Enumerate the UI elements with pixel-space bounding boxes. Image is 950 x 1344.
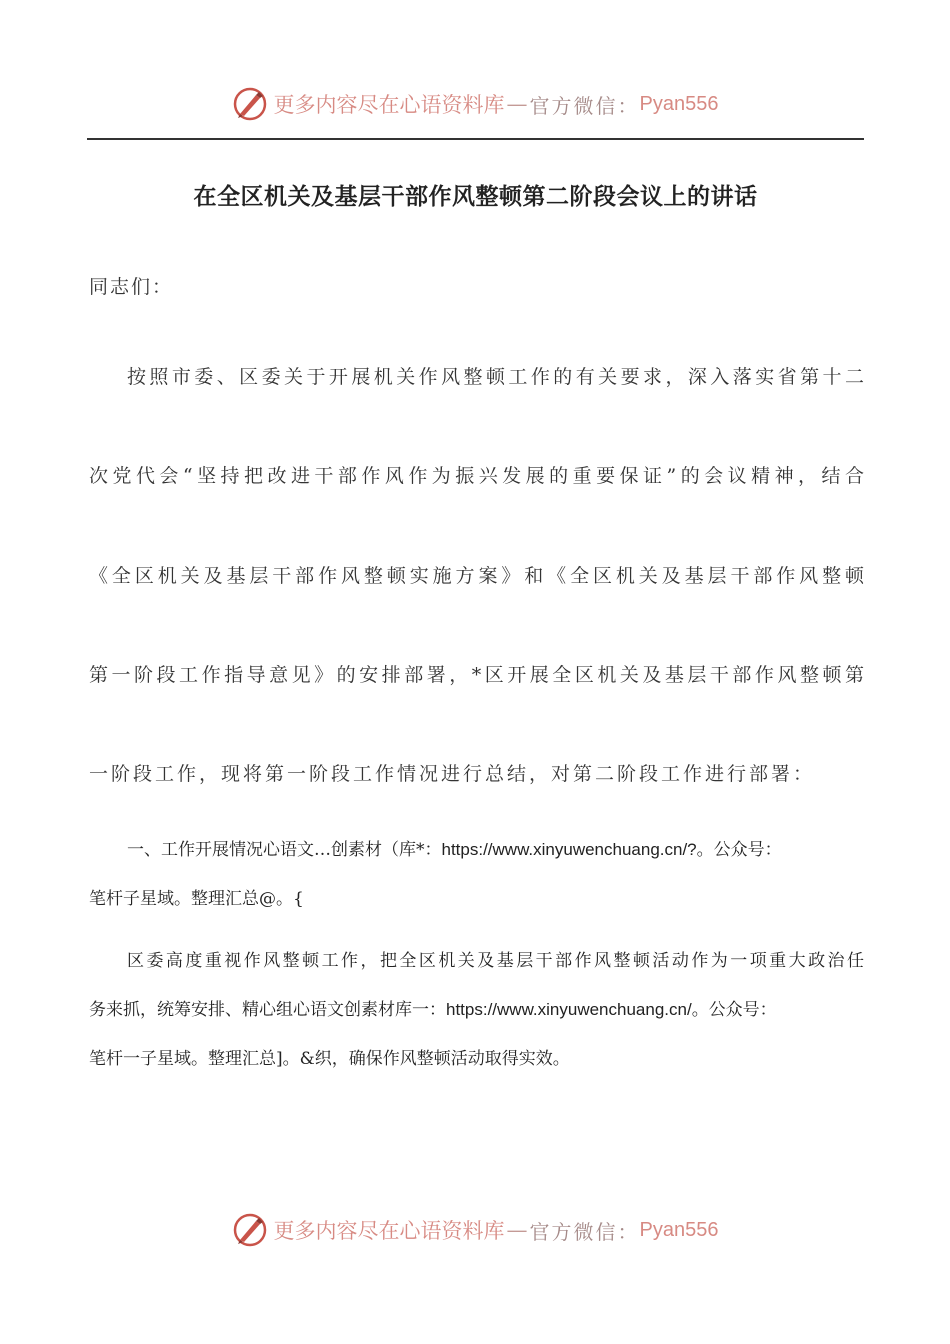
paragraph2-line3: 笔杆一子星域。整理汇总]。&织，确保作风整顿活动取得实效。: [89, 1049, 570, 1069]
watermark-wechat-id: Pyan556: [639, 92, 719, 115]
section1-heading-line2: 笔杆子星域。整理汇总@。{: [89, 889, 304, 909]
paragraph2-line2: [89, 995, 864, 1020]
paragraph2-line2-text: 务来抓，统筹安排、精心组心语文创素材库一：: [89, 1000, 446, 1020]
section1-heading-suffix: 。公众号：: [696, 840, 782, 860]
paragraph1-line5: 一阶段工作，现将第一阶段工作情况进行总结，对第二阶段工作进行部署：: [89, 763, 816, 785]
paragraph2-url: https://www.xinyuwenchuang.cn/: [446, 1000, 692, 1019]
paragraph1-line3: 《全区机关及基层干部作风整顿实施方案》和《全区机关及基层干部作风整顿: [89, 565, 864, 587]
watermark-wechat-id: Pyan556: [639, 1218, 719, 1241]
watermark-wechat-label: 官方微信：: [529, 1219, 640, 1244]
paragraph1-line1: 按照市委、区委关于开展机关作风整顿工作的有关要求，深入落实省第十二: [127, 366, 864, 388]
paragraph1-line4: 第一阶段工作指导意见》的安排部署，*区开展全区机关及基层干部作风整顿第: [89, 664, 864, 686]
paragraph1-line2: 次党代会“坚持把改进干部作风作为振兴发展的重要保证”的会议精神，结合: [89, 465, 864, 487]
section1-url: https://www.xinyuwenchuang.cn/?: [441, 840, 697, 859]
watermark-dash: —: [506, 1218, 528, 1242]
watermark-wechat-label: 官方微信：: [529, 93, 640, 118]
pen-logo-icon: [232, 1212, 268, 1248]
header-divider: [87, 138, 864, 140]
pen-logo-icon: [232, 86, 268, 122]
footer-watermark: [0, 1210, 950, 1250]
header-watermark: [0, 84, 950, 124]
watermark-text: 更多内容尽在心语资料库: [273, 1219, 505, 1243]
section1-heading-line1: [127, 835, 864, 860]
watermark-text: 更多内容尽在心语资料库: [273, 93, 505, 117]
paragraph2-line2-suffix: 。公众号：: [691, 1000, 777, 1020]
paragraph2-line1: 区委高度重视作风整顿工作，把全区机关及基层干部作风整顿活动作为一项重大政治任: [127, 951, 864, 971]
watermark-dash: —: [506, 92, 528, 116]
section1-heading-text: 一、工作开展情况心语文…创素材（库*：: [127, 840, 442, 860]
greeting: 同志们：: [89, 276, 174, 298]
document-title: 在全区机关及基层干部作风整顿第二阶段会议上的讲话: [193, 184, 758, 210]
